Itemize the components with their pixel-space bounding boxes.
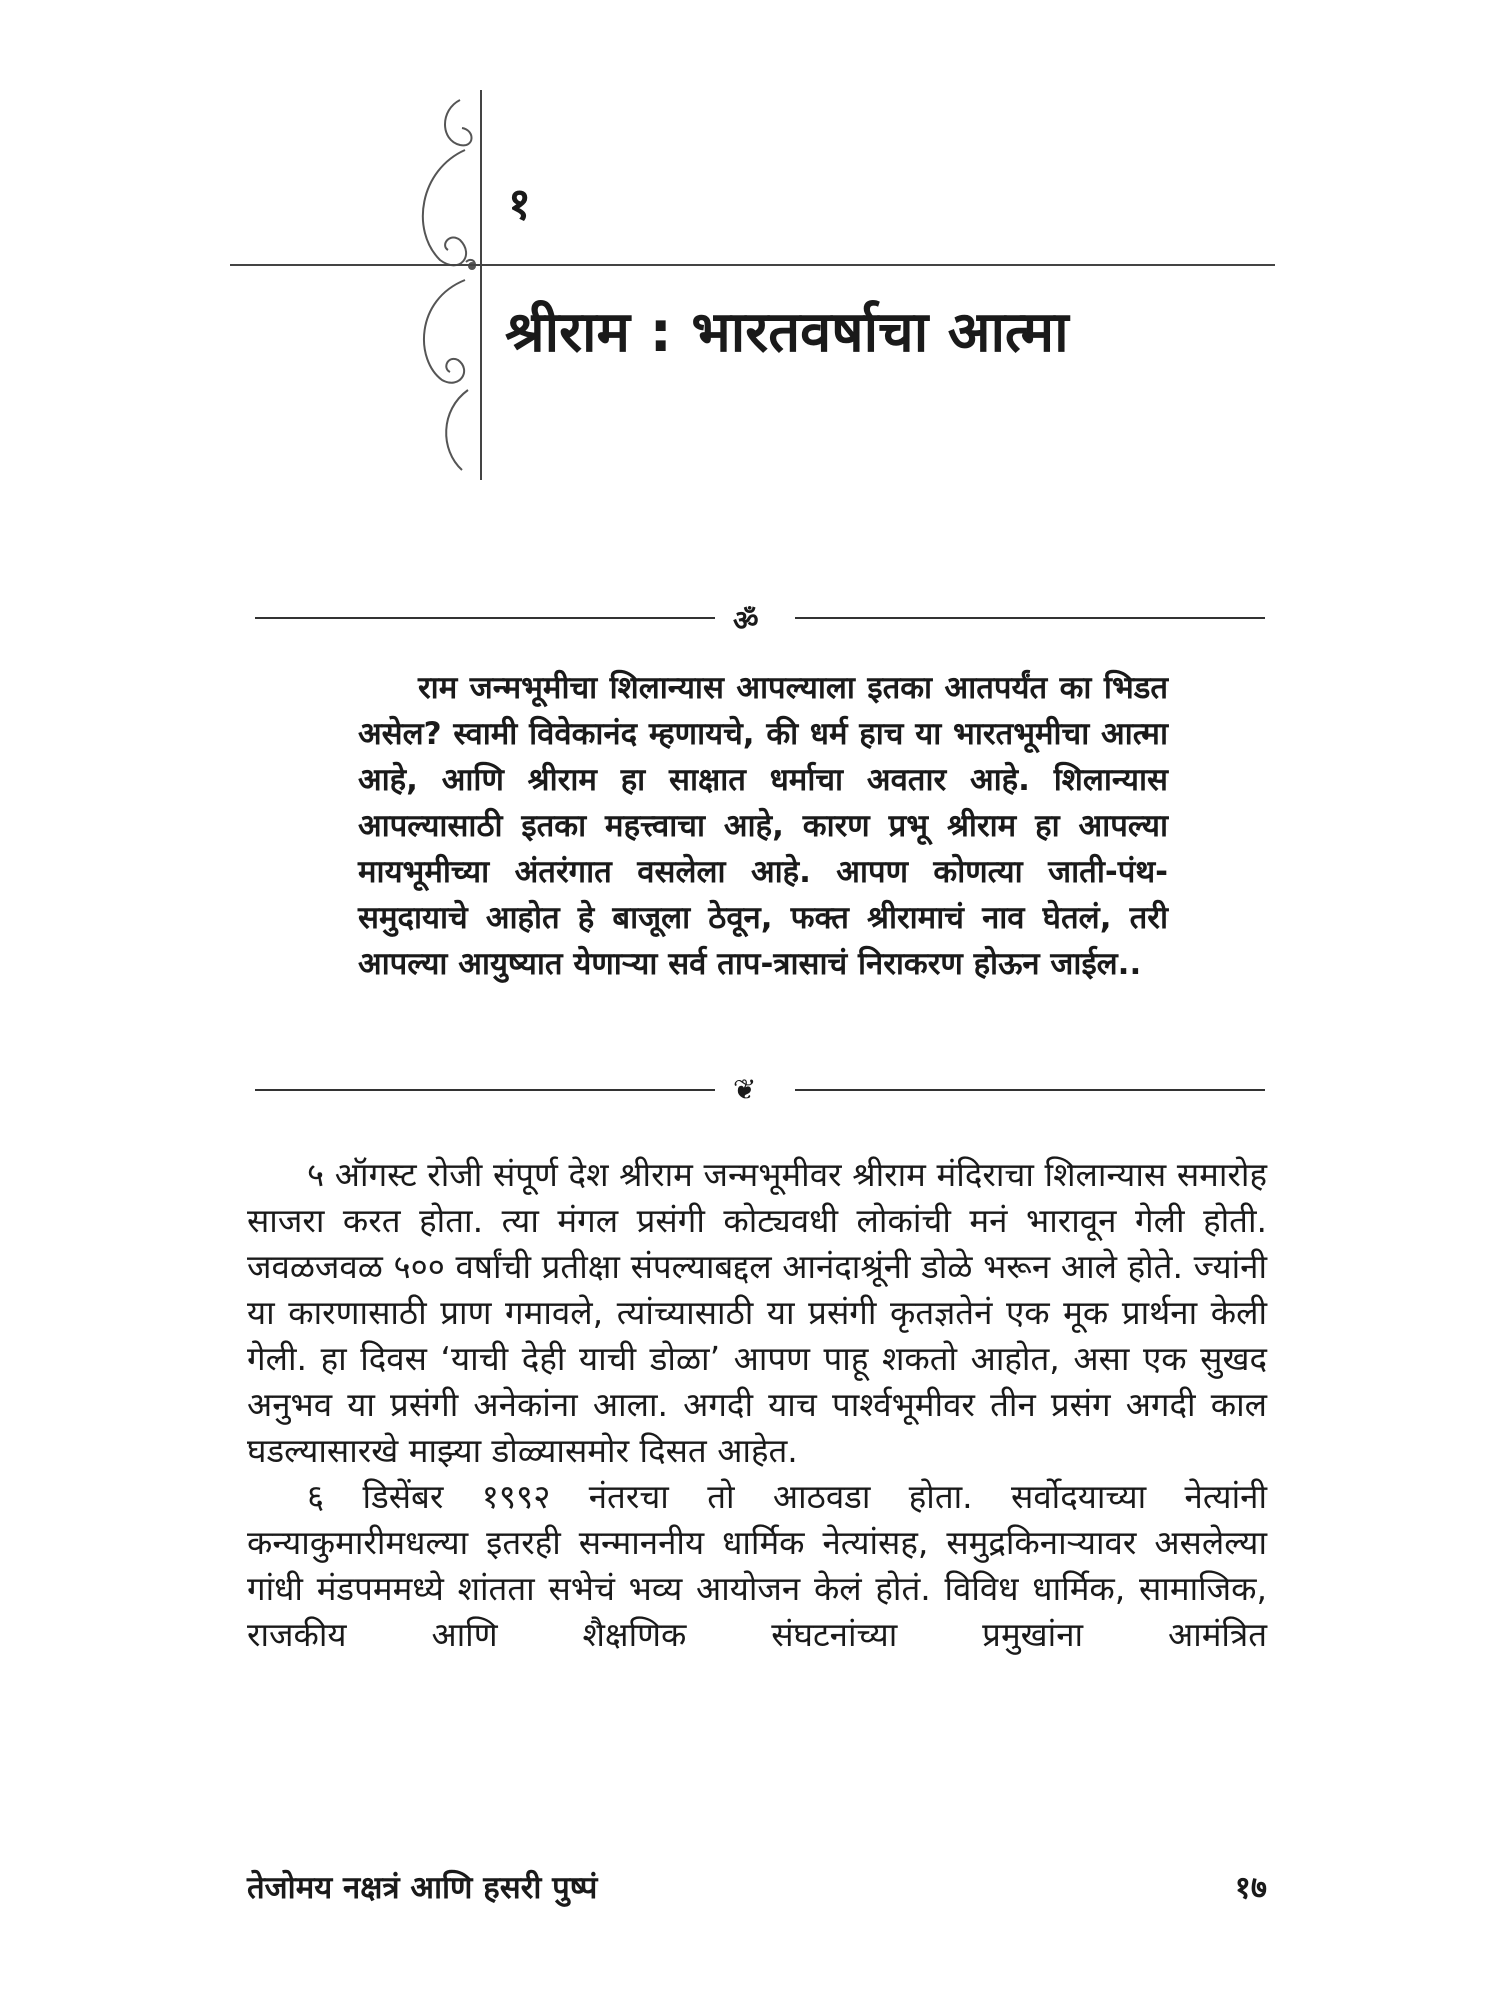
divider-line: [255, 1089, 715, 1091]
flourish-icon: ❦: [733, 1073, 757, 1106]
intro-paragraph: राम जन्मभूमीचा शिलान्यास आपल्याला इतका आतपर्यंत का भिडत असेल? स्वामी विवेकानंद म्हणायचे, की धर्म हाच या भारतभूमीचा आत्मा आहे, आणि श्रीराम हा साक्षात धर्माचा अवतार आहे. शिलान्यास आपल्यासाठी इतका महत्त्वाचा आहे, कारण प्रभू श्रीराम हा आपल्या मायभूमीच्या अंतरंगात वसलेला आहे. आपण कोणत्या जाती-पंथ-समुदायाचे आहोत हे बाजूला ठेवून, फक्त श्रीरामाचं नाव घेतलं, तरी आपल्या आयुष्यात येणाऱ्या सर्व ताप-त्रासाचं निराकरण होऊन जाईल..: [358, 670, 1168, 982]
divider-line: [795, 1089, 1265, 1091]
page-number: १७: [1234, 1870, 1267, 1906]
running-footer-title: तेजोमय नक्षत्रं आणि हसरी पुष्पं: [247, 1870, 598, 1906]
chapter-number: १: [508, 179, 531, 230]
divider-top: [255, 603, 1265, 637]
body-paragraph: ५ ऑगस्ट रोजी संपूर्ण देश श्रीराम जन्मभूमीवर श्रीराम मंदिराचा शिलान्यास समारोह साजरा करत होता. त्या मंगल प्रसंगी कोट्यवधी लोकांची मनं भारावून गेली होती. जवळजवळ ५०० वर्षांची प्रतीक्षा संपल्याबद्दल आनंदाश्रूंनी डोळे भरून आले होते. ज्यांनी या कारणासाठी प्राण गमावले, त्यांच्यासाठी या प्रसंगी कृतज्ञतेनं एक मूक प्रार्थना केली गेली. हा दिवस ‘याची देही याची डोळा’ आपण पाहू शकतो आहोत, असा एक सुखद अनुभव या प्रसंगी अनेकांना आला. अगदी याच पार्श्वभूमीवर तीन प्रसंग अगदी काल घडल्यासारखे माझ्या डोळ्यासमोर दिसत आहेत.: [247, 1155, 1267, 1470]
chapter-title: श्रीराम : भारतवर्षाचा आत्मा: [505, 300, 1069, 365]
horizontal-rule: [230, 264, 1275, 266]
body-paragraph: ६ डिसेंबर १९९२ नंतरचा तो आठवडा होता. सर्वोदयाच्या नेत्यांनी कन्याकुमारीमधल्या इतरही सन्माननीय धार्मिक नेत्यांसह, समुद्रकिनाऱ्यावर असलेल्या गांधी मंडपममध्ये शांतता सभेचं भव्य आयोजन केलं होतं. विविध धार्मिक, सामाजिक, राजकीय आणि शैक्षणिक संघटनांच्या प्रमुखांना आमंत्रित: [247, 1477, 1267, 1654]
divider-bottom: [255, 1075, 1265, 1105]
body-text: [247, 1152, 1267, 1658]
chapter-intro: [358, 665, 1168, 987]
divider-line: [255, 617, 715, 619]
flourish-icon: ॐ: [733, 604, 759, 637]
vertical-rule: [480, 90, 482, 480]
scroll-ornament-icon: [380, 90, 480, 480]
divider-line: [795, 617, 1265, 619]
